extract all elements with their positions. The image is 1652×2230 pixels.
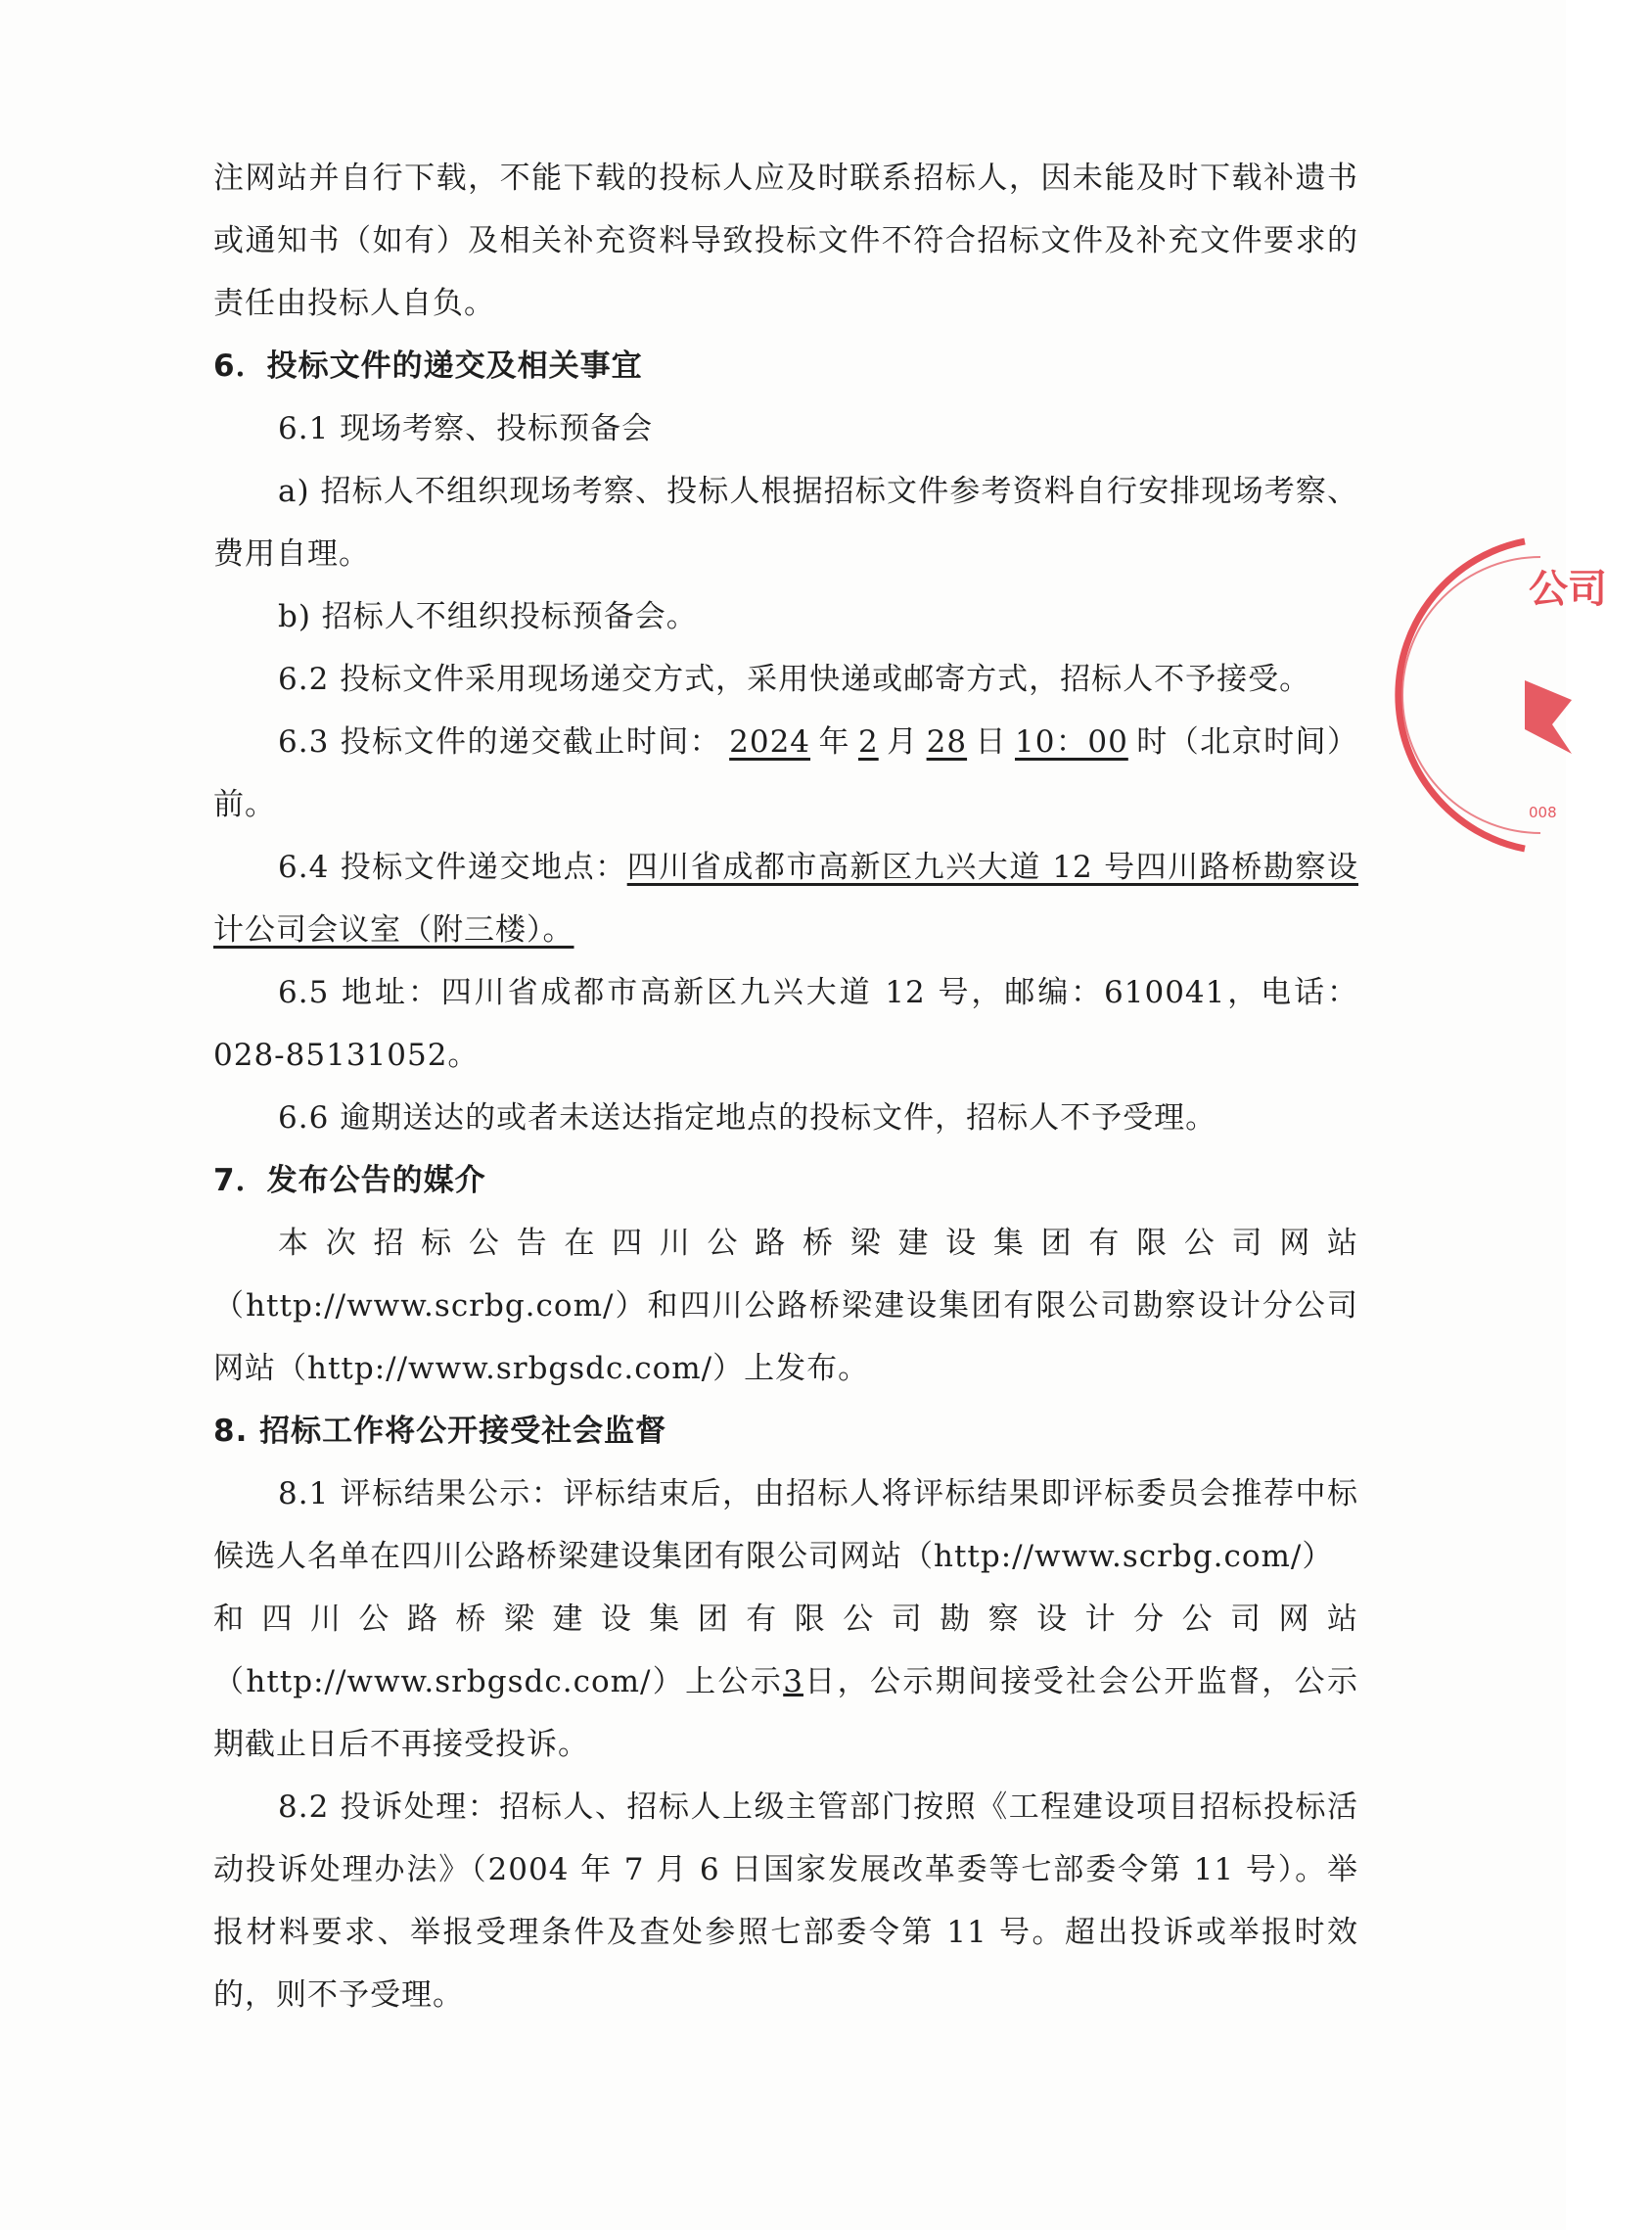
- deadline-day-unit: 日: [975, 724, 1007, 760]
- deadline-month-unit: 月: [886, 724, 919, 760]
- document-body: [213, 147, 1358, 2026]
- submission-location: 四川省成都市高新区九兴大道 12 号四川路桥勘察设计公司会议室（附三楼）。: [213, 850, 1358, 948]
- deadline-day: 28: [926, 724, 968, 760]
- clause-6-3: [213, 711, 1358, 836]
- clause-6-1-b: b) 招标人不组织投标预备会。: [278, 599, 698, 634]
- clause-6-2: 6.2 投标文件采用现场递交方式，采用快递或邮寄方式，招标人不予接受。: [278, 662, 1311, 697]
- publicity-days: 3: [783, 1664, 803, 1699]
- clause-6-5: 6.5 地址：四川省成都市高新区九兴大道 12 号，邮编：610041，电话：028-85131052。: [213, 975, 1358, 1073]
- paragraph-continuation: 注网站并自行下载，不能下载的投标人应及时联系招标人，因未能及时下载补遗书或通知书（如有）及相关补充资料导致投标文件不符合招标文件及补充文件要求的责任由投标人自负。: [213, 161, 1358, 321]
- official-seal-fragment: [1515, 534, 1652, 857]
- clause-8-1-tail-pre: （http://www.srbgsdc.com/）上公示: [213, 1664, 784, 1699]
- section-7-body: （http://www.scrbg.com/）和四川公路桥梁建设集团有限公司勘察设计分公司网站（http://www.srbgsdc.com/）上发布。: [213, 1288, 1358, 1386]
- clause-8-1-tail: [213, 1650, 1358, 1776]
- section-7-line1: 本次招标公告在四川公路桥梁建设集团有限公司网站: [278, 1226, 1358, 1261]
- deadline-year: 2024: [729, 724, 811, 760]
- clause-6-4: [213, 836, 1358, 961]
- deadline-time: 10：00: [1014, 724, 1128, 760]
- clause-6-4-label: 6.4 投标文件递交地点：: [278, 850, 627, 885]
- deadline-month: 2: [857, 724, 879, 760]
- clause-8-2: 8.2 投诉处理：招标人、招标人上级主管部门按照《工程建设项目招标投标活动投诉处理办法》（2004 年 7 月 6 日国家发展改革委等七部委令第 11 号）。举报材料要求、举报受理条件及查处参照七部委令第 11 号。超出投诉或举报时效的，则不予受理。: [213, 1789, 1358, 2013]
- svg-text:公司: 公司: [1529, 567, 1607, 612]
- section-8-heading: 8. 招标工作将公开接受社会监督: [213, 1414, 667, 1449]
- clause-6-3-label: 6.3 投标文件的递交截止时间：: [278, 724, 722, 760]
- clause-8-1-tail-post: 日，公示期间接受社会公开监督，公示期截止日后不再接受投诉。: [213, 1664, 1358, 1762]
- clause-6-1: 6.1 现场考察、投标预备会: [278, 411, 654, 446]
- clause-8-1-line: 和四川公路桥梁建设集团有限公司勘察设计分公司网站: [213, 1602, 1358, 1637]
- clause-6-6: 6.6 逾期送达的或者未送达指定地点的投标文件，招标人不予受理。: [278, 1100, 1217, 1136]
- deadline-suffix: 时（北京时间）前。: [213, 724, 1359, 822]
- svg-text:008: 008: [1529, 804, 1557, 821]
- deadline-year-unit: 年: [818, 724, 850, 760]
- clause-8-1: 8.1 评标结果公示：评标结束后，由招标人将评标结果即评标委员会推荐中标候选人名单在四川公路桥梁建设集团有限公司网站（http://www.scrbg.com/）: [213, 1476, 1358, 1574]
- clause-6-1-a: a) 招标人不组织现场考察、投标人根据招标文件参考资料自行安排现场考察、费用自理。: [213, 474, 1358, 572]
- section-6-heading: 6．投标文件的递交及相关事宜: [213, 348, 643, 384]
- section-7-heading: 7．发布公告的媒介: [213, 1163, 486, 1198]
